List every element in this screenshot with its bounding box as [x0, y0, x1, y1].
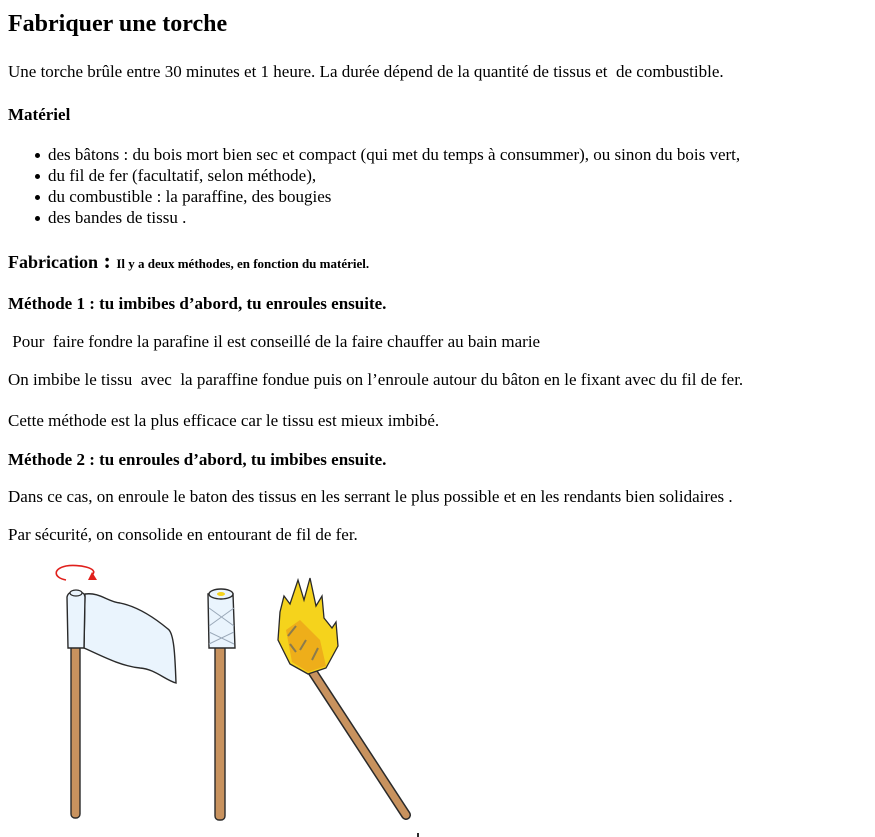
step-wrap-cloth [56, 565, 176, 818]
method2-paragraph: Par sécurité, on consolide en entourant de fil de fer. [8, 525, 358, 544]
method2-paragraph: Dans ce cas, on enroule le baton des tissus en les serrant le plus possible et en les rendants bien solidaires . [8, 487, 733, 506]
list-item: du combustible : la paraffine, des bougies [48, 186, 740, 207]
fabrication-label: Fabrication [8, 252, 98, 272]
list-item: des bandes de tissu . [48, 207, 740, 228]
method1-paragraph: On imbibe le tissu avec la paraffine fondue puis on l’enroule autour du bâton en le fixant avec du fil de fer. [8, 370, 744, 389]
torch-illustration [0, 555, 480, 837]
method1-paragraph: Cette méthode est la plus efficace car le tissu est mieux imbibé. [8, 411, 440, 430]
method1-heading: Méthode 1 : tu imbibes d’abord, tu enroules ensuite. [8, 294, 387, 313]
method1-paragraph: Pour faire fondre la parafine il est conseillé de la faire chauffer au bain marie [8, 332, 541, 351]
fabrication-subtitle: Il y a deux méthodes, en fonction du matériel. [116, 256, 370, 271]
fabrication-colon: : [98, 248, 117, 273]
step-lit-torch [278, 578, 406, 815]
fabrication-heading [8, 248, 370, 274]
materials-list [8, 144, 740, 228]
list-item: des bâtons : du bois mort bien sec et compact (qui met du temps à consummer), ou sinon du bois vert, [48, 145, 741, 164]
list-item: du fil de fer (facultatif, selon méthode), [48, 165, 740, 186]
intro-paragraph: Une torche brûle entre 30 minutes et 1 heure. La durée dépend de la quantité de tissus et de combustible. [8, 62, 724, 81]
step-wrapped-head [208, 589, 235, 820]
method2-heading: Méthode 2 : tu enroules d’abord, tu imbibes ensuite. [8, 450, 387, 469]
rotate-arrow-icon [56, 565, 93, 580]
page-title: Fabriquer une torche [8, 11, 228, 37]
materials-heading: Matériel [8, 105, 71, 124]
